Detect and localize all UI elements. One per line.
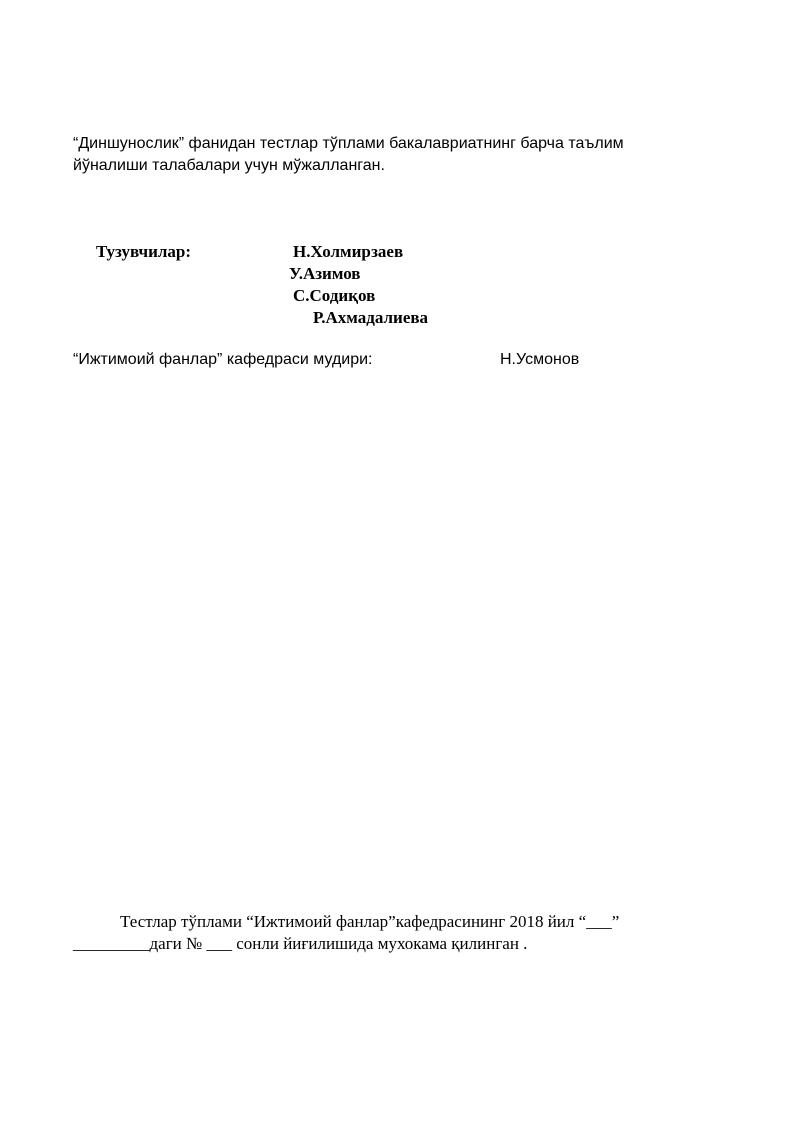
approval-line-2: _________даги № ___ сонли йиғилишида мухокама қилинган . <box>73 934 528 953</box>
compiler-name-1: Н.Холмирзаев <box>293 242 404 261</box>
compiler-name-2: У.Азимов <box>289 264 361 283</box>
intro-line-1: “Диншунослик” фанидан тестлар тўплами бакалавриатнинг барча таълим <box>73 135 624 152</box>
approval-line-1: Тестлар тўплами “Ижтимоий фанлар”кафедрасининг 2018 йил “___” <box>120 912 620 931</box>
department-head-name: Н.Усмонов <box>500 351 580 368</box>
compiler-name-4: Р.Ахмадалиева <box>313 308 429 327</box>
compilers-label: Тузувчилар: <box>96 242 192 261</box>
compiler-name-3: С.Содиқов <box>293 286 376 305</box>
department-head-label: “Ижтимоий фанлар” кафедраси мудири: <box>73 351 373 368</box>
intro-line-2: йўналиши талабалари учун мўжалланган. <box>73 157 385 174</box>
